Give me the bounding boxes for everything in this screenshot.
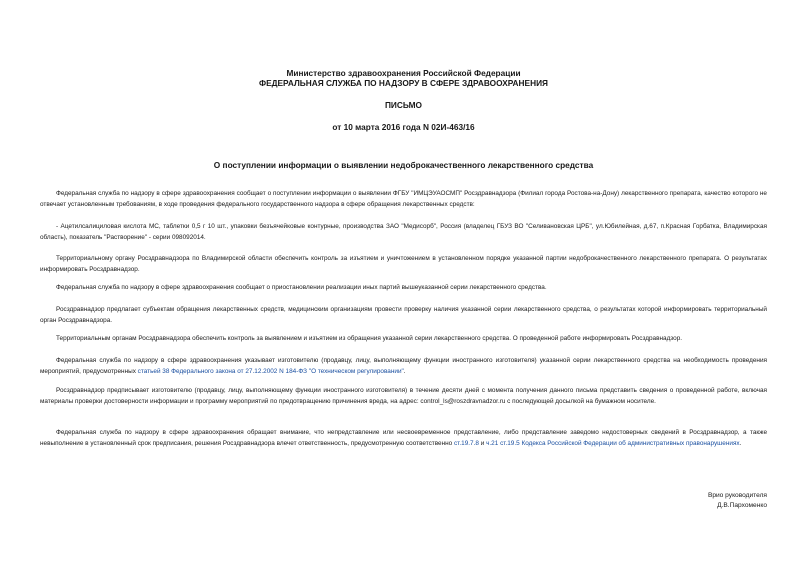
ministry-title: Министерство здравоохранения Российской Федерации (286, 68, 521, 78)
paragraph-9-text: Федеральная служба по надзору в сфере здравоохранения обращает внимание, что непредставление или несвоевременное представление, либо представление заведомо недостоверных сведений в Росздравнадзор, а также невыполнение в установленный срок предписания, решения Росздравнадзора влечет ответственность, предусмотренную соответственно (40, 429, 767, 447)
law-184-fz-link[interactable]: статьей 38 Федерального закона от 27.12.2002 N 184-ФЗ "О техническом регулировании" (137, 367, 404, 375)
paragraph-4: Федеральная служба по надзору в сфере здравоохранения сообщает о приостановлении реализации иных партий вышеуказанной серии лекарственного средства. (56, 284, 547, 291)
koap-19-7-8-link[interactable]: ст.19.7.8 (453, 439, 479, 447)
paragraph-7 (40, 356, 767, 377)
paragraph-8: Росздравнадзор предписывает изготовителю (продавцу, лицу, выполняющему функции иностранного изготовителя) в течение десяти дней с момента получения данного письма представить сведения о проведенной работе, включая материалы проверки достоверности информации и программу мероприятий по предотвращению причинения вреда, на адрес: control_ls@roszdravnadzor.ru с последующей досылкой на бумажном носителе. (40, 387, 767, 405)
koap-19-5-link[interactable]: ч.21 ст.19.5 Кодекса Российской Федерации об административных правонарушениях (486, 439, 740, 447)
service-title: ФЕДЕРАЛЬНАЯ СЛУЖБА ПО НАДЗОРУ В СФЕРЕ ЗДРАВООХРАНЕНИЯ (259, 78, 548, 88)
paragraph-2: - Ацетилсалициловая кислота МС, таблетки 0,5 г 10 шт., упаковки безъячейковые контурные, производства ЗАО "Медисорб", Россия (владелец ГБУЗ ВО "Селивановская ЦРБ", ул.Юбилейная, д.67, п.Красная Горбатка, Владимирская область), показатель "Растворение" - серии 098092014. (40, 223, 767, 241)
document-type: ПИСЬМО (384, 100, 423, 110)
paragraph-3: Территориальному органу Росздравнадзора по Владимирской области обеспечить контроль за изъятием и уничтожением в установленном порядке указанной партии недоброкачественного лекарственного препарата. О результатах информировать Росздравнадзор. (40, 255, 767, 273)
paragraph-6: Территориальным органам Росздравнадзора обеспечить контроль за выявлением и изъятием из обращения указанной серии лекарственного средства. О проведенной работе информировать Росздравнадзор. (56, 335, 683, 342)
paragraph-9-conjunction: и (478, 439, 487, 447)
paragraph-9-end: . (739, 439, 742, 447)
paragraph-7-end: . (403, 367, 406, 375)
document-date-number: от 10 марта 2016 года N 02И-463/16 (332, 122, 475, 132)
signature-name: Д.В.Пархоменко (717, 502, 767, 509)
signature-position: Врио руководителя (707, 492, 767, 499)
paragraph-9 (40, 428, 767, 449)
paragraph-5: Росздравнадзор предлагает субъектам обращения лекарственных средств, медицинским организациям провести проверку наличия указанной серии лекарственного средства, о результатах которой информировать территориальный орган Росздравнадзора. (40, 306, 767, 324)
paragraph-1: Федеральная служба по надзору в сфере здравоохранения сообщает о поступлении информации о выявлении ФГБУ "ИМЦЭУАОСМП" Росздравнадзора (Филиал города Ростова-на-Дону) лекарственного препарата, качество которого не отвечает установленным требованиям, в ходе проведения федерального государственного надзора в сфере обращения лекарственных средств: (40, 190, 767, 208)
document-subject: О поступлении информации о выявлении недоброкачественного лекарственного средства (213, 160, 594, 170)
paragraph-7-text: Федеральная служба по надзору в сфере здравоохранения указывает изготовителю (продавцу, лицу, выполняющему функции иностранного изготовителя) указанной серии лекарственного средства на необходимость проведения мероприятий, предусмотренных (40, 357, 767, 375)
